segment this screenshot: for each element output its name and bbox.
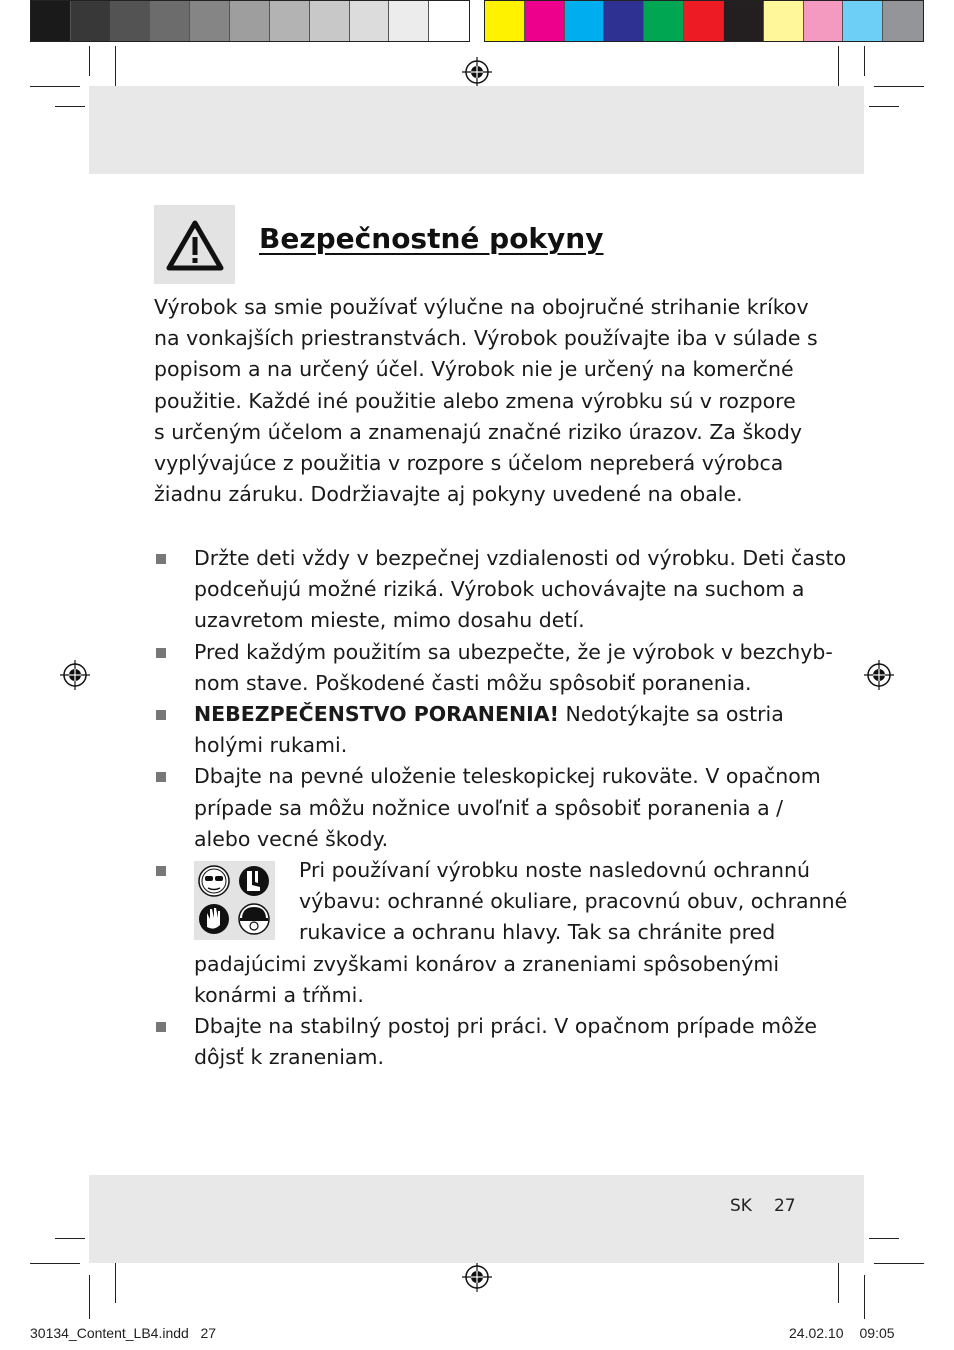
safety-bullet-list <box>154 543 848 1073</box>
trim-mark <box>874 1263 924 1264</box>
color-swatch <box>230 1 270 41</box>
list-item <box>154 1011 817 1073</box>
danger-text: Nedotýkajte sa ostria <box>558 702 784 727</box>
process-color-bar <box>484 0 924 42</box>
color-swatch <box>31 1 71 41</box>
list-item <box>154 699 814 761</box>
trim-mark <box>869 1238 899 1239</box>
text-line: Držte deti vždy v bezpečnej vzdialenosti od výrobku. Deti často <box>194 546 847 570</box>
protective-equipment-icon <box>194 861 275 940</box>
color-swatch <box>350 1 390 41</box>
footer-panel <box>89 1175 864 1263</box>
text-line: vyplývajúce z použitia v rozpore s účelom nepreberá výrobca <box>154 451 784 476</box>
color-swatch <box>150 1 190 41</box>
color-swatch <box>843 1 883 41</box>
bullet-square <box>156 866 166 876</box>
text-line: rukavice a ochranu hlavy. Tak sa chránite pred <box>299 920 776 945</box>
gray-color-bar <box>30 0 470 42</box>
text-line: Pred každým použitím sa ubezpečte, že je výrobok v bezchyb- <box>194 639 833 664</box>
text-line: popisom a na určený účel. Výrobok nie je určený na komerčné <box>154 357 794 382</box>
slug-date: 24.02.10 <box>789 1325 844 1341</box>
bullet-square <box>156 1022 166 1032</box>
color-swatch <box>190 1 230 41</box>
trim-mark <box>55 106 85 107</box>
color-swatch <box>270 1 310 41</box>
trim-mark <box>115 1257 116 1303</box>
color-swatch <box>883 1 923 41</box>
trim-mark <box>864 1275 865 1319</box>
text-line: holými rukami. <box>194 733 348 758</box>
bullet-square <box>156 554 166 564</box>
color-swatch <box>684 1 724 41</box>
text-line: Dbajte na pevné uloženie teleskopickej rukoväte. V opačnom <box>194 764 821 789</box>
color-swatch <box>724 1 764 41</box>
registration-mark-icon <box>60 660 90 690</box>
trim-mark <box>89 46 90 76</box>
color-swatch <box>604 1 644 41</box>
color-swatch <box>644 1 684 41</box>
bullet-square <box>156 648 166 658</box>
warning-box <box>154 205 235 284</box>
text-line: dôjsť k zraneniam. <box>194 1045 384 1070</box>
header-panel <box>89 86 864 174</box>
slug-timestamp <box>789 1325 895 1341</box>
color-swatch <box>525 1 565 41</box>
list-item <box>154 637 833 699</box>
text-line: Výrobok sa smie používať výlučne na obojručné strihanie kríkov <box>154 295 809 319</box>
color-swatch <box>804 1 844 41</box>
color-swatch <box>389 1 429 41</box>
danger-label: NEBEZPEČENSTVO PORANENIA! <box>194 702 559 727</box>
list-item <box>154 543 847 637</box>
intro-paragraph <box>154 292 818 510</box>
trim-mark <box>89 1275 90 1319</box>
bullet-square <box>156 772 166 782</box>
bullet-square <box>156 710 166 720</box>
text-line: Dbajte na stabilný postoj pri práci. V opačnom prípade môže <box>194 1014 817 1039</box>
text-line: alebo vecné škody. <box>194 826 389 851</box>
trim-mark <box>30 1263 80 1264</box>
slug-filename: 30134_Content_LB4.indd 27 <box>30 1325 217 1341</box>
section-title: Bezpečnostné pokyny <box>259 222 604 255</box>
registration-mark-icon <box>864 660 894 690</box>
list-item <box>154 855 848 1011</box>
trim-mark <box>874 86 924 87</box>
text-line: nom stave. Poškodené časti môžu spôsobiť poranenia. <box>194 670 752 695</box>
trim-mark <box>869 106 899 107</box>
color-swatch <box>111 1 151 41</box>
trim-mark <box>55 1238 85 1239</box>
trim-mark <box>864 46 865 76</box>
color-swatch <box>429 1 469 41</box>
trim-mark <box>30 86 80 87</box>
color-swatch <box>310 1 350 41</box>
color-swatch <box>565 1 605 41</box>
text-line <box>194 699 814 730</box>
text-line: uzavretom mieste, mimo dosahu detí. <box>194 608 585 633</box>
list-item <box>154 761 821 855</box>
trim-mark <box>838 1257 839 1303</box>
text-line: Pri používaní výrobku noste nasledovnú ochrannú <box>299 858 810 883</box>
text-line: použitie. Každé iné použitie alebo zmena výrobku sú v rozpore <box>154 388 796 413</box>
text-line: podceňujú možné riziká. Výrobok uchovávajte na suchom a <box>194 577 805 602</box>
registration-mark-icon <box>462 1262 492 1292</box>
color-swatch <box>485 1 525 41</box>
page-marker <box>730 1196 818 1216</box>
text-line: padajúcimi zvyškami konárov a zraneniami spôsobenými <box>194 951 780 976</box>
text-line: na vonkajších priestranstvách. Výrobok používajte iba v súlade s <box>154 326 818 351</box>
language-code: SK <box>730 1196 752 1216</box>
text-line: výbavu: ochranné okuliare, pracovnú obuv, ochranné <box>299 889 848 914</box>
color-swatch <box>764 1 804 41</box>
page-number: 27 <box>773 1196 796 1216</box>
color-swatch <box>71 1 111 41</box>
text-line: konármi a tŕňmi. <box>194 982 364 1007</box>
text-line: žiadnu záruku. Dodržiavajte aj pokyny uvedené na obale. <box>154 482 743 507</box>
text-line: s určeným účelom a znamenajú značné riziko úrazov. Za škody <box>154 419 802 444</box>
text-line: prípade sa môžu nožnice uvoľniť a spôsobiť poranenia a / <box>194 795 784 820</box>
slug-time: 09:05 <box>859 1325 895 1341</box>
warning-triangle-icon <box>164 218 226 272</box>
registration-mark-icon <box>462 57 492 87</box>
